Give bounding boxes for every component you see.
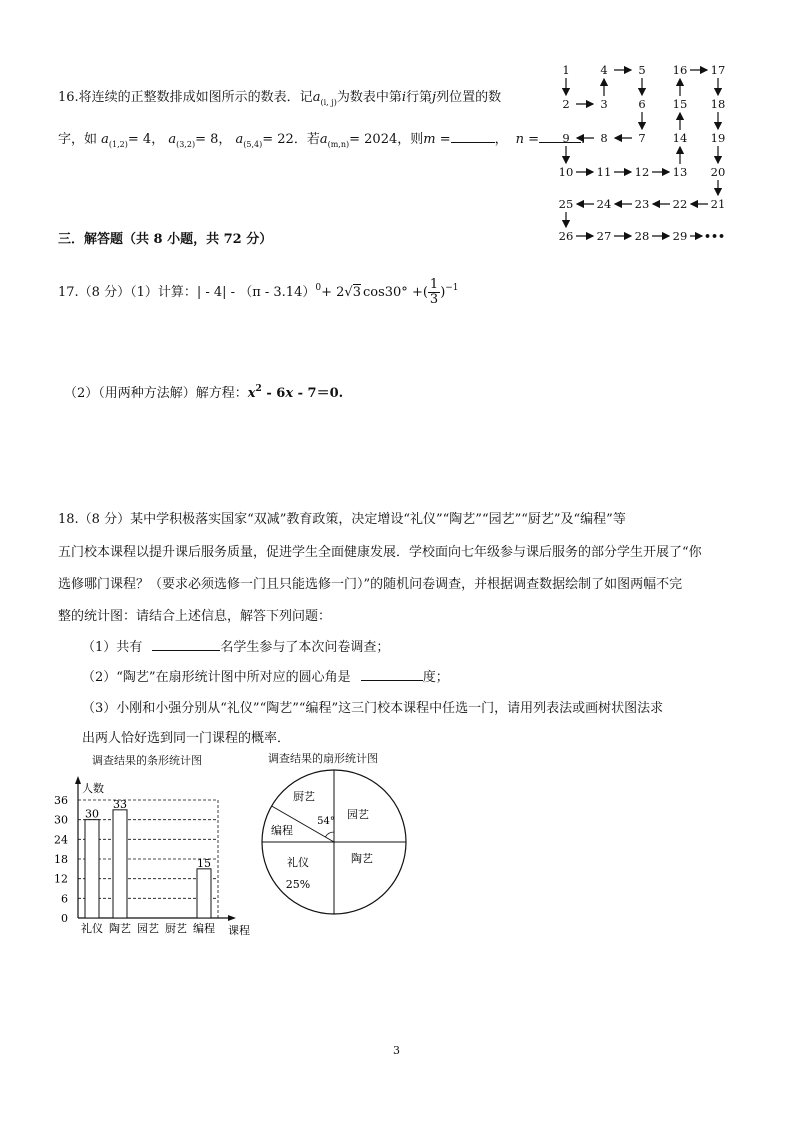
grid-number: 14 xyxy=(672,131,688,145)
grid-number: 27 xyxy=(596,229,612,243)
bar-chart-title: 调查结果的条形统计图 xyxy=(92,754,202,767)
bar xyxy=(85,820,99,918)
y-tick-label: 18 xyxy=(54,853,68,866)
q16-line2: 字，如 $a_{(1,2)}= 4$， $a_{(3,2)}= 8$， $a_{(5,4)}= 22$．若$a_{(m,n)}= 2024$，则m = ， n = . xyxy=(58,128,585,149)
grid-number: 17 xyxy=(710,63,726,77)
x-tick-label: 编程 xyxy=(193,922,215,935)
grid-number: 4 xyxy=(600,63,608,77)
x-tick-label: 陶艺 xyxy=(109,922,131,935)
grid-number: 28 xyxy=(634,229,650,243)
x-tick-label: 礼仪 xyxy=(81,922,103,935)
pie-angle-label: 54° xyxy=(317,816,335,827)
x-axis-arrow xyxy=(228,915,236,921)
q18-paragraph-line3: 选修哪门课程？（要求必须选修一门且只能选修一门）”的随机问卷调查，并根据调查数据绘制了如图两幅不完 xyxy=(58,577,683,592)
number-grid-figure xyxy=(552,58,742,250)
sqrt-symbol: √ xyxy=(344,285,353,300)
q18-paragraph-line1: 18.（8 分）某中学积极落实国家“双减”教育政策，决定增设“礼仪”“陶艺”“园艺”“厨艺”及“编程”等 xyxy=(58,512,626,527)
bar xyxy=(197,869,211,918)
pie-slice-label: 厨艺 xyxy=(293,790,315,803)
pie-slice-label: 园艺 xyxy=(347,808,369,821)
grid-number: 1 xyxy=(562,63,570,77)
grid-number: 6 xyxy=(638,97,646,111)
grid-number: 15 xyxy=(672,97,688,111)
q18-paragraph-line4: 整的统计图：请结合上述信息，解答下列问题： xyxy=(58,609,332,624)
bar-value-label: 33 xyxy=(113,797,127,811)
pie-percent-label: 25% xyxy=(285,878,311,891)
x-tick-label: 园艺 xyxy=(137,922,159,935)
grid-number: 24 xyxy=(596,197,612,211)
grid-number: 12 xyxy=(634,165,650,179)
grid-number: 9 xyxy=(562,131,570,145)
grid-number: 29 xyxy=(672,229,688,243)
y-axis-label: 人数 xyxy=(82,782,104,795)
grid-number: 26 xyxy=(558,229,574,243)
y-tick-label: 12 xyxy=(54,872,68,886)
pie-chart-title: 调查结果的扇形统计图 xyxy=(268,752,378,765)
grid-number: 25 xyxy=(558,197,574,211)
grid-number: 20 xyxy=(710,165,726,179)
y-tick-label: 6 xyxy=(61,892,68,906)
bar xyxy=(113,810,127,918)
bar-value-label: 30 xyxy=(85,807,99,821)
fraction: $\frac{1}{3}$ xyxy=(429,277,439,307)
grid-number: 8 xyxy=(600,131,608,145)
q18-sub2: （2）“陶艺”在扇形统计图中所对应的圆心角是 度； xyxy=(82,666,449,685)
grid-number: 3 xyxy=(600,97,608,111)
y-tick-label: 30 xyxy=(54,813,68,827)
pie-chart xyxy=(252,748,422,938)
answer-blank-m[interactable] xyxy=(451,128,495,143)
grid-number: 23 xyxy=(634,197,650,211)
grid-number: 13 xyxy=(672,165,688,179)
bar-chart xyxy=(40,748,280,943)
bar-value-label: 15 xyxy=(197,856,211,870)
grid-number: 18 xyxy=(710,97,726,111)
grid-number: 5 xyxy=(638,63,646,77)
q17-part2: （2）（用两种方法解）解方程：$x^2 - 6x - 7=0$. xyxy=(64,384,344,401)
q18-sub3-line2: 出两人恰好选到同一门课程的概率． xyxy=(82,731,291,746)
pie-slice-label: 编程 xyxy=(271,824,293,837)
q18-paragraph-line2: 五门校本课程以提升课后服务质量，促进学生全面健康发展．学校面向七年级参与课后服务的部分学生开展了“你 xyxy=(58,545,702,560)
x-tick-label: 厨艺 xyxy=(165,922,187,935)
y-tick-label: 0 xyxy=(61,912,68,925)
grid-number: 22 xyxy=(672,197,688,211)
grid-number: 11 xyxy=(596,165,612,179)
grid-number: 16 xyxy=(672,63,688,77)
y-axis-arrow xyxy=(75,776,81,784)
q18-sub1: （1）共有 名学生参与了本次问卷调查； xyxy=(82,636,389,655)
y-tick-label: 24 xyxy=(54,833,68,847)
q17-part1: 17.（8 分）（1）计算：| - 4| - （π - 3.14）$^0$+ 2√3 cos30° +( $\frac{1}{3}$ )$^{-1}$ xyxy=(58,277,459,307)
q16-line1: 16.将连续的正整数排成如图所示的数表．记$a_{(i, j)}$为数表中第i行第j列位置的数 xyxy=(58,90,502,107)
grid-number: 19 xyxy=(710,131,726,145)
x-axis-label: 课程 xyxy=(228,924,250,937)
grid-number: 2 xyxy=(562,97,570,111)
y-tick-label: 36 xyxy=(54,794,68,807)
grid-number: 21 xyxy=(710,197,726,211)
grid-number: 10 xyxy=(558,165,574,179)
grid-ellipsis: ••• xyxy=(704,230,726,243)
page-number: 3 xyxy=(393,1044,400,1057)
grid-number: 7 xyxy=(638,131,646,145)
a-symbol: a xyxy=(312,90,321,105)
answer-blank-angle[interactable] xyxy=(361,666,423,681)
q18-sub3-line1: （3）小刚和小强分别从“礼仪”“陶艺”“编程”这三门校本课程中任选一门，请用列表法或画树状图法求 xyxy=(82,701,664,716)
pie-slice-label: 陶艺 xyxy=(351,852,373,865)
answer-blank-total[interactable] xyxy=(152,636,220,651)
pie-slice-label: 礼仪 xyxy=(287,856,309,869)
section3-title: 三．解答题（共 8 小题，共 72 分） xyxy=(58,232,273,247)
